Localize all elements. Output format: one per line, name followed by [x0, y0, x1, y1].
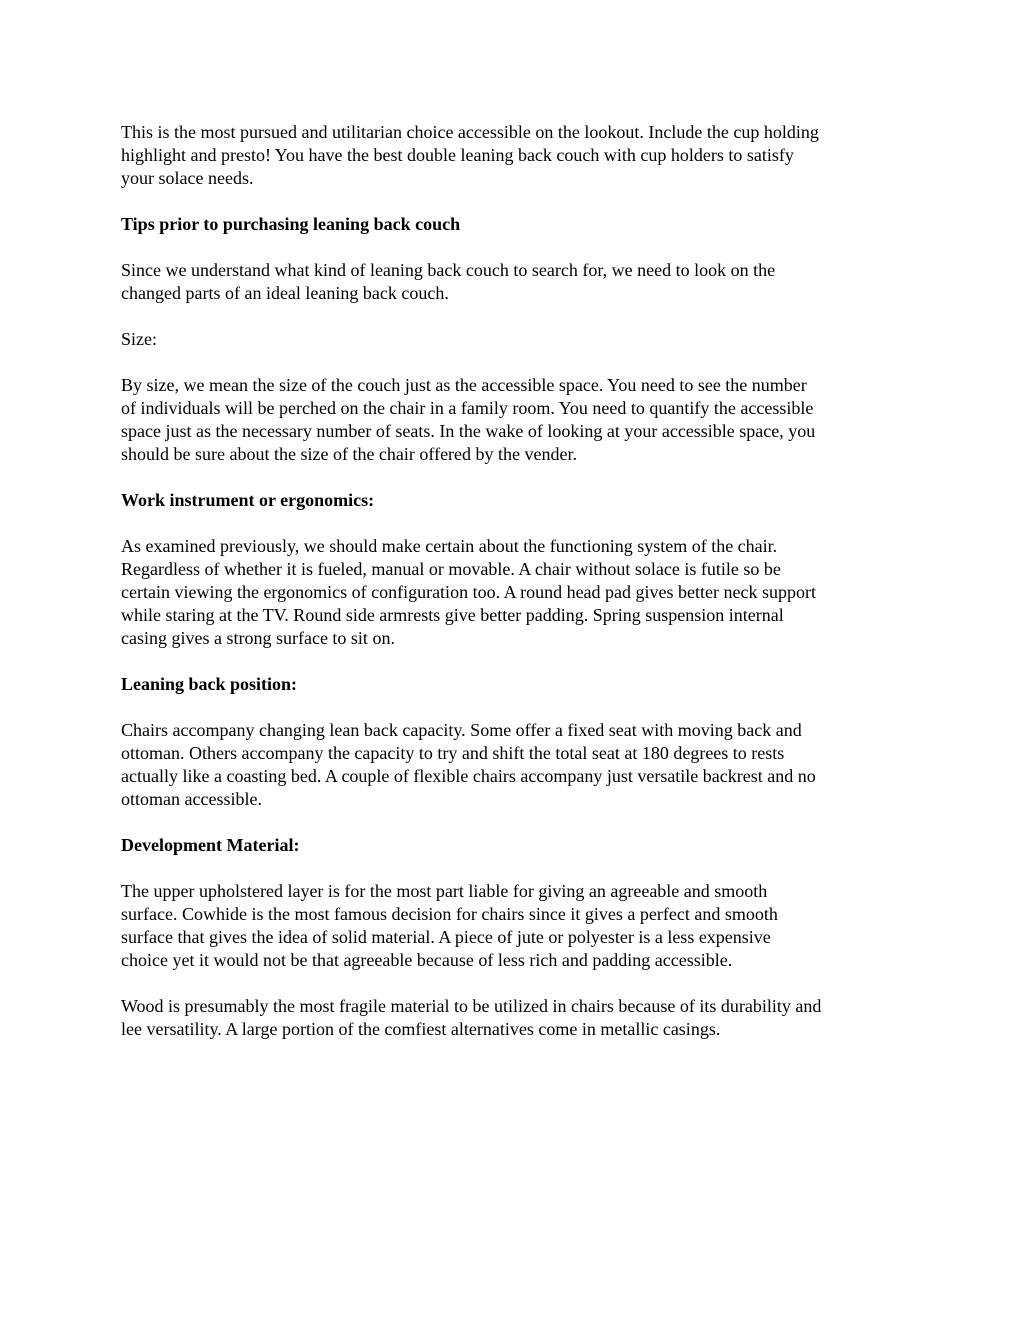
paragraph-line: This is the most pursued and utilitarian choice accessible on the lookout. Include the cup holding: [121, 122, 819, 142]
section-heading-material: [121, 834, 911, 857]
section-heading-tips: [121, 213, 911, 236]
paragraph-line: ottoman. Others accompany the capacity to try and shift the total seat at 180 degrees to rests: [121, 743, 785, 763]
paragraph-line: ottoman accessible.: [121, 789, 262, 809]
section-heading-ergonomics: [121, 489, 911, 512]
paragraph-line: The upper upholstered layer is for the most part liable for giving an agreeable and smooth: [121, 881, 768, 901]
heading-text: Development Material:: [121, 835, 300, 855]
paragraph-line: your solace needs.: [121, 168, 254, 188]
paragraph-line: surface that gives the idea of solid material. A piece of jute or polyester is a less expensive: [121, 927, 771, 947]
paragraph-line: Wood is presumably the most fragile material to be utilized in chairs because of its durability and: [121, 996, 822, 1016]
paragraph-line: Chairs accompany changing lean back capacity. Some offer a fixed seat with moving back and: [121, 720, 802, 740]
paragraph-line: space just as the necessary number of seats. In the wake of looking at your accessible space, you: [121, 421, 816, 441]
size-paragraph: [121, 374, 911, 466]
paragraph-line: should be sure about the size of the chair offered by the vender.: [121, 444, 578, 464]
ergonomics-paragraph: [121, 535, 911, 650]
paragraph-line: By size, we mean the size of the couch just as the accessible space. You need to see the number: [121, 375, 807, 395]
document-body: [121, 121, 911, 1064]
heading-text: Leaning back position:: [121, 674, 298, 694]
paragraph-line: Since we understand what kind of leaning back couch to search for, we need to look on the: [121, 260, 776, 280]
heading-text: Work instrument or ergonomics:: [121, 490, 375, 510]
paragraph-line: Size:: [121, 329, 157, 349]
material-paragraph: [121, 880, 911, 972]
paragraph-line: highlight and presto! You have the best double leaning back couch with cup holders to satisfy: [121, 145, 794, 165]
paragraph-line: choice yet it would not be that agreeable because of less rich and padding accessible.: [121, 950, 733, 970]
paragraph-line: As examined previously, we should make certain about the functioning system of the chair.: [121, 536, 778, 556]
paragraph-line: Regardless of whether it is fueled, manual or movable. A chair without solace is futile so be: [121, 559, 781, 579]
heading-text: Tips prior to purchasing leaning back couch: [121, 214, 461, 234]
paragraph-line: of individuals will be perched on the chair in a family room. You need to quantify the accessible: [121, 398, 814, 418]
section-heading-leaning-position: [121, 673, 911, 696]
paragraph-line: while staring at the TV. Round side armrests give better padding. Spring suspension internal: [121, 605, 784, 625]
paragraph-line: casing gives a strong surface to sit on.: [121, 628, 395, 648]
paragraph-line: changed parts of an ideal leaning back couch.: [121, 283, 449, 303]
intro-paragraph: [121, 121, 911, 190]
size-label: [121, 328, 911, 351]
paragraph-line: certain viewing the ergonomics of configuration too. A round head pad gives better neck support: [121, 582, 816, 602]
leaning-position-paragraph: [121, 719, 911, 811]
tips-paragraph: [121, 259, 911, 305]
paragraph-line: lee versatility. A large portion of the comfiest alternatives come in metallic casings.: [121, 1019, 721, 1039]
wood-paragraph: [121, 995, 911, 1041]
paragraph-line: surface. Cowhide is the most famous decision for chairs since it gives a perfect and smooth: [121, 904, 778, 924]
paragraph-line: actually like a coasting bed. A couple of flexible chairs accompany just versatile backrest and no: [121, 766, 816, 786]
